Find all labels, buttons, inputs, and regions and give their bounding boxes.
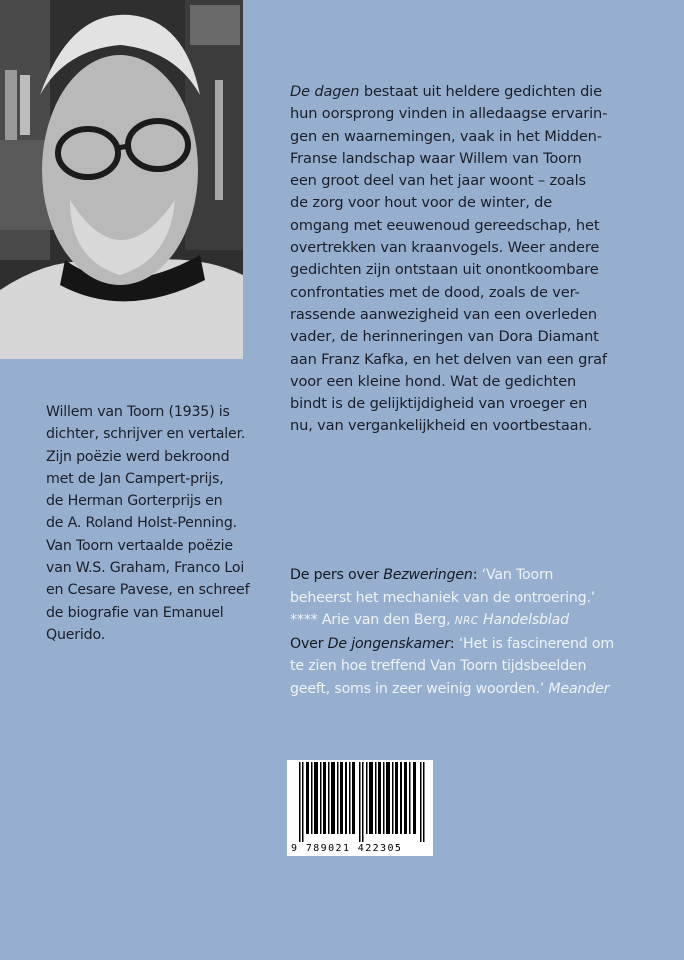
book-title: De dagen (290, 83, 360, 100)
blurb-line: een groot deel van het jaar woont – zoals (290, 172, 586, 190)
bio-line: de Herman Gorterprijs en (46, 493, 223, 510)
blurb-line: bindt is de gelijktijdigheid van vroeger en (290, 395, 588, 413)
press-quote-2-intro: Over De jongenskamer: ‘Het is fascinerend om (290, 635, 614, 652)
blurb-line: overtrekken van kraanvogels. Weer andere (290, 239, 600, 257)
blurb-line: confrontaties met de dood, zoals de ver- (290, 283, 580, 301)
bio-line: Van Toorn vertaalde poëzie (46, 537, 233, 554)
bio-line: de A. Roland Holst-Penning. (46, 515, 237, 532)
blurb-line: nu, van vergankelijkheid en voortbestaan. (290, 417, 593, 435)
blurb-line: Franse landschap waar Willem van Toorn (290, 149, 582, 167)
press-quote-2-text: te zien hoe treffend Van Toorn tijdsbeelden (290, 658, 587, 675)
blurb-line: voor een kleine hond. Wat de gedichten (290, 372, 577, 390)
bio-line: Zijn poëzie werd bekroond (46, 448, 230, 465)
barcode-bars (299, 762, 425, 842)
blurb-line: gen en waarnemingen, vaak in het Midden- (290, 127, 602, 145)
blurb-line: aan Franz Kafka, en het delven van een graf (290, 350, 607, 368)
blurb-line: hun oorsprong vinden in alledaagse ervarin- (290, 105, 608, 123)
blurb-line: De dagen bestaat uit heldere gedichten die (290, 83, 602, 100)
press-quote-2-source: geeft, soms in zeer weinig woorden.’ Meander (290, 680, 610, 697)
quoted-book-title: De jongenskamer (327, 635, 450, 652)
book-description (290, 81, 680, 438)
author-bio (46, 401, 276, 646)
bio-line: Querido. (46, 626, 106, 643)
press-quote-1-intro: De pers over Bezweringen: ‘Van Toorn (290, 567, 554, 583)
press-quote-1-source: **** Arie van den Berg, NRC Handelsblad (290, 612, 569, 629)
bio-line: met de Jan Campert-prijs, (46, 470, 224, 487)
bio-line: de biografie van Emanuel (46, 604, 224, 621)
rating-stars: **** (290, 612, 318, 629)
blurb-line: gedichten zijn ontstaan uit onontkoombare (290, 261, 599, 279)
bio-line: dichter, schrijver en vertaler. (46, 426, 246, 443)
isbn-number: 9 789021 422305 (291, 843, 403, 854)
bio-line: en Cesare Pavese, en schreef (46, 582, 250, 599)
blurb-line: vader, de herinneringen van Dora Diamant (290, 328, 599, 346)
quoted-book-title: Bezweringen (383, 567, 473, 583)
blurb-line: rassende aanwezigheid van een overleden (290, 305, 598, 323)
blurb-line: omgang met eeuwenoud gereedschap, het (290, 216, 600, 234)
blurb-line: de zorg voor hout voor de winter, de (290, 194, 553, 212)
isbn-barcode (287, 760, 433, 856)
press-quote-1-text: beheerst het mechaniek van de ontroering.’ (290, 589, 596, 606)
bio-line: van W.S. Graham, Franco Loi (46, 560, 245, 577)
bio-line: Willem van Toorn (1935) is (46, 404, 230, 420)
press-quotes (290, 564, 680, 701)
author-photo (0, 0, 243, 359)
